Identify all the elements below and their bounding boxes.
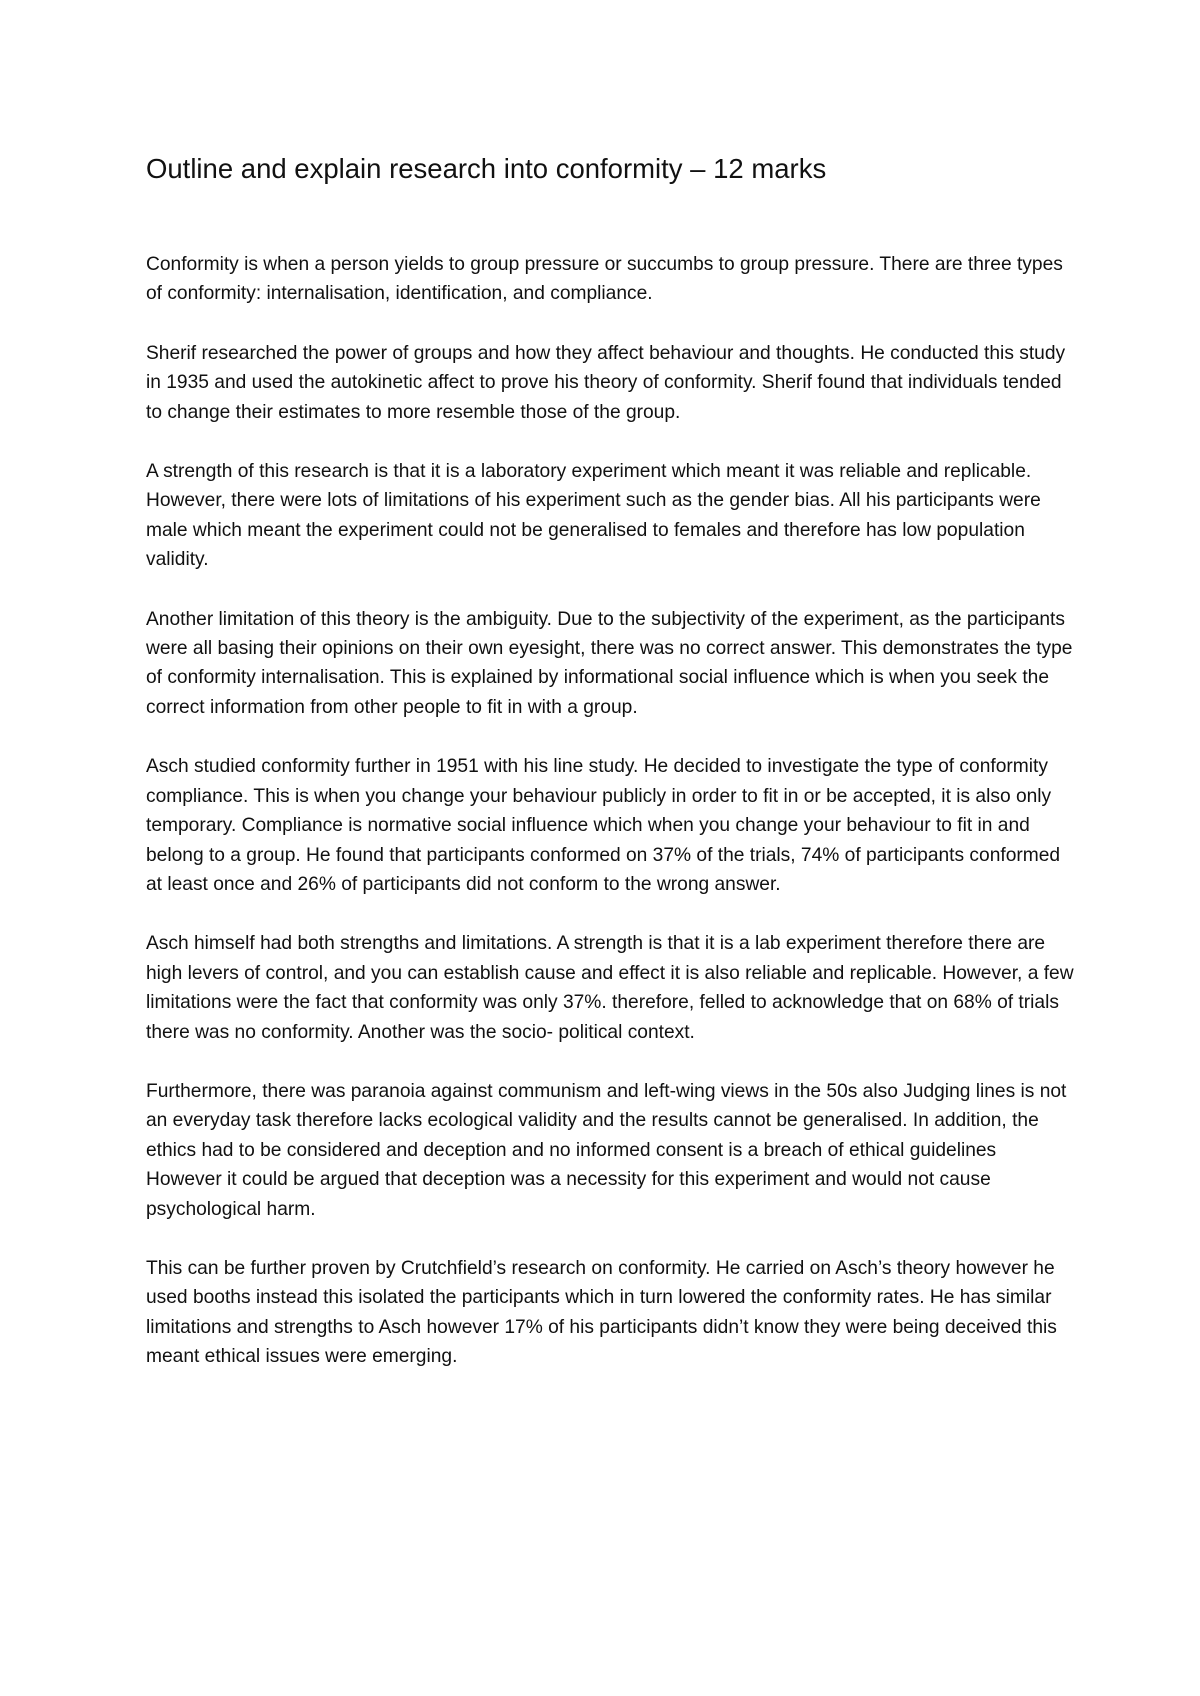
paragraph-asch-study: Asch studied conformity further in 1951 with his line study. He decided to investigate the type of conformity compliance. This is when you change your behaviour publicly in order to fit in or be accepted, it is also only temporary. Compliance is normative social influence which when you change your behaviour to fit in and belong to a group. He found that participants conformed on 37% of the trials, 74% of participants conformed at least once and 26% of participants did not conform to the wrong answer. (146, 756, 1061, 895)
paragraph-asch-evaluation: Asch himself had both strengths and limitations. A strength is that it is a lab experiment therefore there are high levers of control, and you can establish cause and effect it is also reliable and replicable. However, a few limitations were the fact that conformity was only 37%. therefore, felled to acknowledge that on 68% of trials there was no conformity. Another was the socio- political context. (146, 933, 1074, 1043)
paragraph-crutchfield: This can be further proven by Crutchfield’s research on conformity. He carried on Asch’s theory however he used booths instead this isolated the participants which in turn lowered the conformity rates. He has similar limitations and strengths to Asch however 17% of his participants didn’t know they were being deceived this meant ethical issues were emerging. (146, 1257, 1057, 1368)
paragraph-sherif-limitation: Another limitation of this theory is the ambiguity. Due to the subjectivity of the experiment, as the participants were all basing their opinions on their own eyesight, there was no correct answer. This demonstrates the type of conformity internalisation. This is explained by informational social influence which is when you seek the correct information from other people to fit in with a group. (146, 608, 1073, 718)
paragraph-asch-context: Furthermore, there was paranoia against communism and left-wing views in the 50s also Judging lines is not an everyday task therefore lacks ecological validity and the results cannot be generalised. In addition, the ethics had to be considered and deception and no informed consent is a breach of ethical guidelines However it could be argued that deception was a necessity for this experiment and would not cause psychological harm. (146, 1080, 1067, 1220)
document-title: Outline and explain research into conformity – 12 marks (146, 153, 827, 184)
paragraph-definition: Conformity is when a person yields to group pressure or succumbs to group pressure. There are three types of conformity: internalisation, identification, and compliance. (146, 254, 1063, 305)
paragraph-sherif-strength: A strength of this research is that it is a laboratory experiment which meant it was reliable and replicable. However, there were lots of limitations of his experiment such as the gender bias. All his participants were male which meant the experiment could not be generalised to females and therefore has low population validity. (146, 461, 1041, 571)
document-body (146, 150, 1076, 1402)
paragraph-sherif-study: Sherif researched the power of groups and how they affect behaviour and thoughts. He conducted this study in 1935 and used the autokinetic affect to prove his theory of conformity. Sherif found that individuals tended to change their estimates to more resemble those of the group. (146, 342, 1066, 423)
